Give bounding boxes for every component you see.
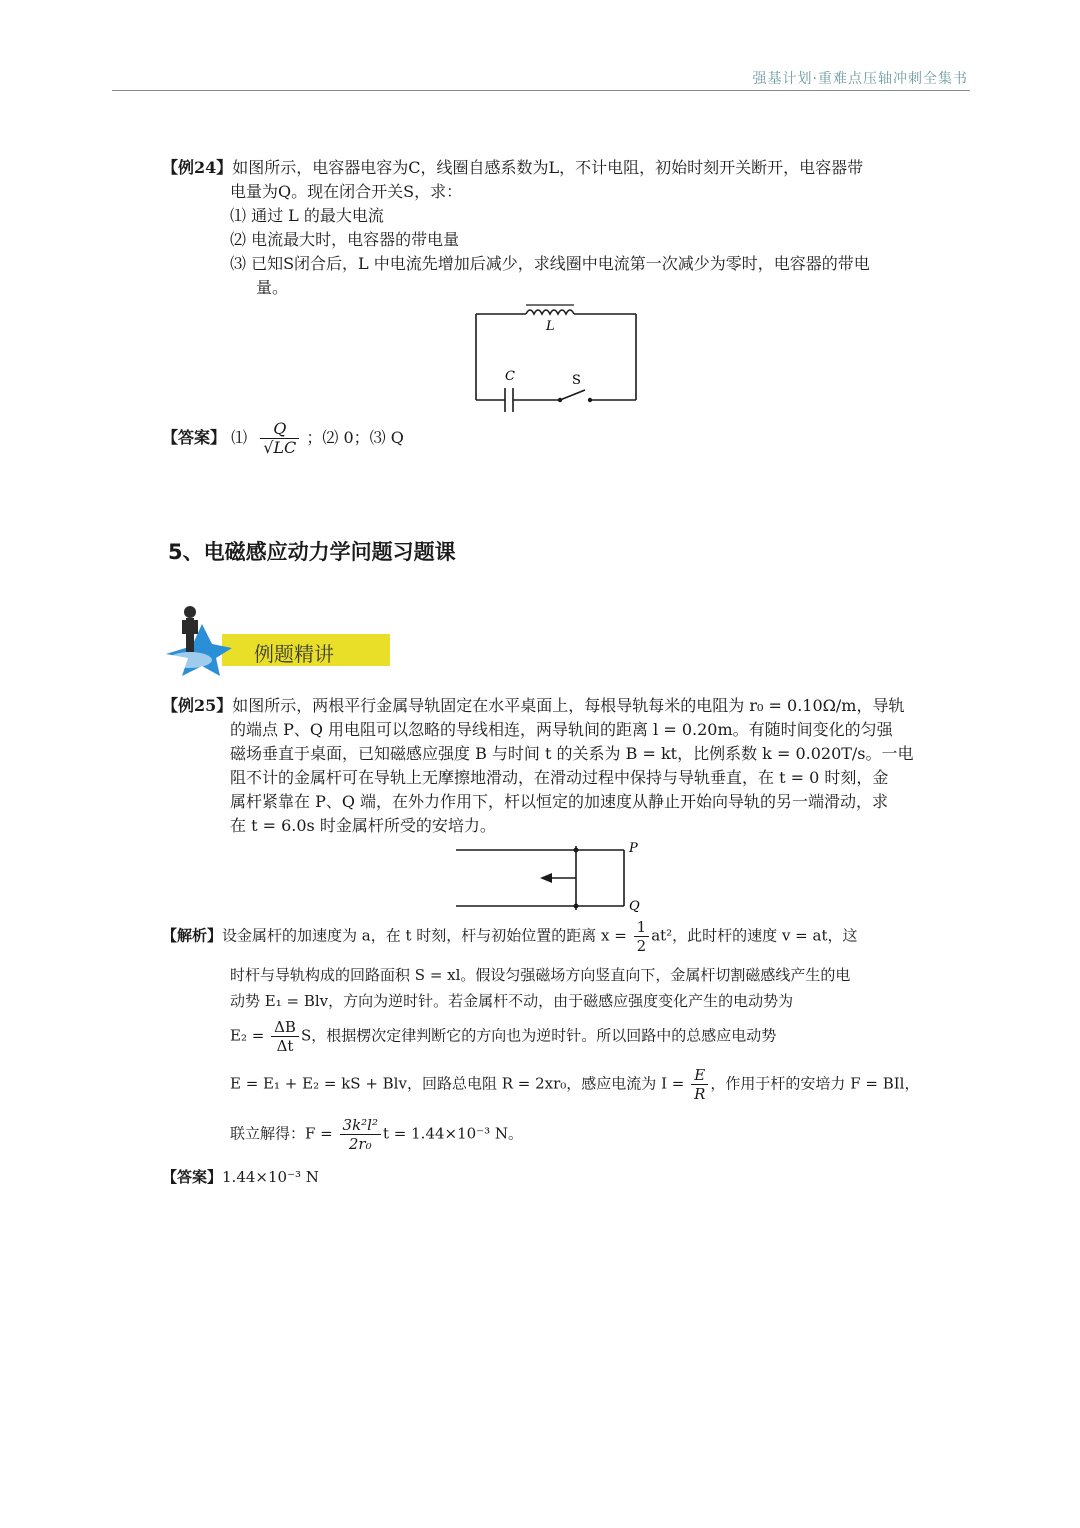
example-24-line2: 电量为Q。现在闭合开关S，求：: [230, 182, 463, 201]
example-banner: [162, 600, 398, 680]
rail-diagram: [452, 840, 652, 914]
solution-tag: 【解析】: [162, 926, 223, 945]
answer-fraction-numerator: Q: [260, 420, 299, 439]
example-25-line2: 的端点 P、Q 用电阻可以忽略的导线相连，两导轨间的距离 l = 0.20m。有随时间变化的匀强: [230, 720, 893, 739]
running-header: 强基计划·重难点压轴冲刺全集书: [752, 71, 968, 87]
solution-frac3-num: E: [691, 1066, 708, 1085]
lc-circuit-diagram: [468, 300, 648, 416]
solution-s5b: ，作用于杆的安培力 F = BIl，: [710, 1074, 920, 1093]
example-24-line1: 如图所示，电容器电容为C，线圈自感系数为L，不计电阻，初始时刻开关断开，电容器带: [232, 158, 864, 177]
solution-frac3: [691, 1066, 708, 1103]
example-25-line1: 如图所示，两根平行金属导轨固定在水平桌面上，每根导轨每米的电阻为 r₀ = 0.10Ω/m，导轨: [232, 696, 905, 715]
solution-s6b: t = 1.44×10⁻³ N。: [383, 1124, 524, 1143]
example-25-line4: 阻不计的金属杆可在导轨上无摩擦地滑动，在滑动过程中保持与导轨垂直，在 t = 0 时刻，金: [230, 768, 889, 787]
answer-rest: ；⑵ 0；⑶ Q: [306, 428, 404, 447]
switch-label: S: [572, 373, 581, 388]
answer-tag: 【答案】: [162, 428, 227, 447]
solution-frac2: [271, 1018, 299, 1055]
example-24-q3: ⑶ 已知S闭合后，L 中电流先增加后减少，求线圈中电流第一次减少为零时，电容器的带电: [230, 254, 870, 273]
solution: [162, 918, 962, 1188]
solution-answer-tag: 【答案】: [162, 1168, 223, 1186]
header-rule: [112, 90, 970, 91]
solution-s1b: at²，此时杆的速度 v = at，这: [651, 926, 858, 945]
example-24: [162, 156, 962, 300]
example-25-line5: 属杆紧靠在 P、Q 端，在外力作用下，杆以恒定的加速度从静止开始向导轨的另一端滑动，求: [230, 792, 889, 811]
example-25: [162, 694, 962, 838]
example-24-q3-cont: 量。: [256, 278, 289, 297]
solution-frac1-num: 1: [634, 918, 650, 937]
solution-frac1: [634, 918, 650, 955]
point-q-label: Q: [629, 899, 640, 914]
capacitor-label: C: [505, 369, 515, 384]
solution-s1a: 设金属杆的加速度为 a，在 t 时刻，杆与初始位置的距离 x =: [222, 926, 627, 945]
solution-frac2-den: Δt: [276, 1037, 294, 1055]
solution-s6a: 联立解得：F =: [230, 1124, 333, 1143]
example-25-line3: 磁场垂直于桌面，已知磁感应强度 B 与时间 t 的关系为 B = kt，比例系数 k = 0.020T/s。一电: [230, 744, 914, 763]
solution-frac4-den: 2r₀: [348, 1135, 372, 1153]
solution-s4b: S，根据楞次定律判断它的方向也为逆时针。所以回路中的总感应电动势: [300, 1026, 777, 1045]
solution-frac4-num: 3k²l²: [340, 1116, 381, 1135]
solution-frac1-den: 2: [636, 937, 647, 955]
solution-s4a: E₂ =: [230, 1026, 265, 1045]
example-24-answer: [162, 420, 404, 457]
example-25-line6: 在 t = 6.0s 时金属杆所受的安培力。: [230, 816, 496, 835]
solution-s2: 时杆与导轨构成的回路面积 S = xl。假设匀强磁场方向竖直向下，金属杆切割磁感线产生的电: [230, 966, 851, 984]
banner-label: 例题精讲: [254, 642, 334, 666]
solution-s5a: E = E₁ + E₂ = kS + Blv，回路总电阻 R = 2xr₀，感应电流为 I =: [230, 1074, 685, 1093]
section-title: 5、电磁感应动力学问题习题课: [168, 540, 456, 564]
answer-fraction-denominator: √LC: [263, 438, 297, 457]
solution-frac3-den: R: [694, 1085, 706, 1103]
example-24-q2: ⑵ 电流最大时，电容器的带电量: [230, 230, 460, 249]
example-25-tag: 【例25】: [162, 696, 233, 715]
answer-part1-label: ⑴: [231, 428, 248, 447]
point-p-label: P: [629, 841, 638, 856]
inductor-label: L: [546, 319, 555, 334]
solution-answer: 1.44×10⁻³ N: [222, 1168, 319, 1186]
example-24-q1: ⑴ 通过 L 的最大电流: [230, 206, 384, 225]
solution-s3: 动势 E₁ = Blv，方向为逆时针。若金属杆不动，由于磁感应强度变化产生的电动势为: [230, 992, 794, 1010]
solution-frac4: [340, 1116, 381, 1153]
answer-fraction: [260, 420, 299, 457]
solution-frac2-num: ΔB: [271, 1018, 299, 1037]
example-24-tag: 【例24】: [162, 158, 233, 177]
